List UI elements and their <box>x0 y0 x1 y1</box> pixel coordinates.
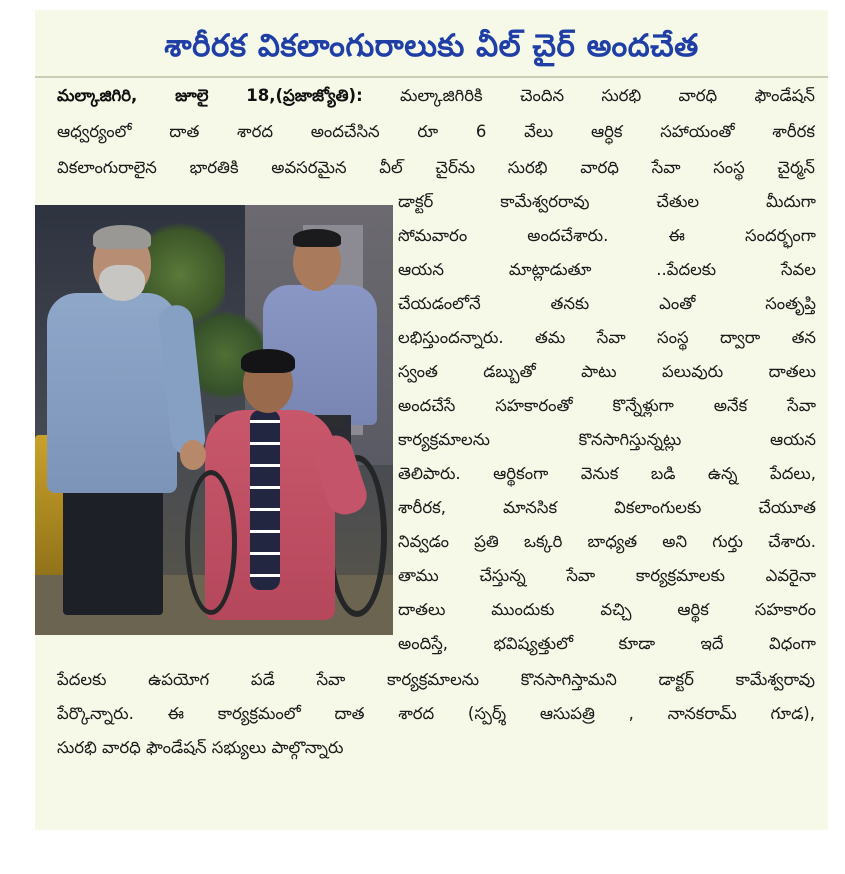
article-line-3: వికలాంగురాలైన భారతికి అవసరమైన వీల్ చైర్‌ను సురభి వారధి సేవా సంస్థ చైర్మన్ <box>57 158 815 177</box>
woman-hair <box>241 349 295 373</box>
article-line-1 <box>57 82 815 110</box>
standing-man-hair <box>293 229 341 247</box>
bearded-man-pants <box>63 485 163 615</box>
article-line-20: సురభి వారధి ఫౌండేషన్ సభ్యులు పాల్గొన్నారు <box>57 738 344 757</box>
article-line-11: కార్యక్రమాలను కొనసాగిస్తున్నట్లు ఆయన <box>398 430 816 449</box>
newspaper-clipping <box>35 10 828 830</box>
bearded-man-hand <box>180 440 206 470</box>
article-line-9: స్వంత డబ్బుతో పాటు పలువురు దాతలు <box>398 362 816 381</box>
article-line-8: లభిస్తుందన్నారు. తమ సేవా సంస్థ ద్వారా తన <box>398 328 816 347</box>
article-text: మల్కాజిగిరికి చెందిన సురభి వారధి ఫౌండేషన్ <box>400 86 815 105</box>
bearded-man-hair <box>93 225 151 249</box>
article-line-18: పేదలకు ఉపయోగ పడే సేవా కార్యక్రమాలను కొనసాగిస్తామని డాక్టర్ కామేశ్వరావు <box>57 670 815 689</box>
article-line-15: తాము చేస్తున్న సేవా కార్యక్రమాలకు ఎవరైనా <box>398 566 816 585</box>
dateline: మల్కాజిగిరి, జూలై 18,(ప్రజాజ్యోతి): <box>57 86 363 105</box>
article-line-12: తెలిపారు. ఆర్థికంగా వెనుక బడి ఉన్న పేదలు, <box>398 464 816 483</box>
article-line-5: సోమవారం అందచేశారు. ఈ సందర్భంగా <box>398 226 816 245</box>
bearded-man-shirt <box>47 293 177 493</box>
headline-rule <box>35 76 828 78</box>
wheelchair-wheel <box>185 470 237 615</box>
article-line-7: చేయడంలోనే తనకు ఎంతో సంతృప్తి <box>398 294 816 313</box>
article-line-6: ఆయన మాట్లాడుతూ ..పేదలకు సేవల <box>398 260 816 279</box>
article-line-17: అందిస్తే, భవిష్యత్తులో కూడా ఇదే విధంగా <box>398 634 816 653</box>
headline: శారీరక వికలాంగురాలుకు వీల్ చైర్ అందచేత <box>164 28 699 64</box>
article-line-16: దాతలు ముందుకు వచ్చి ఆర్థిక సహకారం <box>398 600 816 619</box>
article-line-13: శారీరక, మానసిక వికలాంగులకు చేయూత <box>398 498 816 517</box>
article-line-10: అందచేసే సహకారంతో కొన్నేళ్లుగా అనేక సేవా <box>398 396 816 415</box>
bearded-man-beard <box>99 265 145 301</box>
article-line-19: పేర్కొన్నారు. ఈ కార్యక్రమంలో దాత శారద (స్పర్శ్ ఆసుపత్రి , నానకరామ్ గూడ), <box>57 704 815 723</box>
article-line-4: డాక్టర్ కామేశ్వరరావు చేతుల మీదుగా <box>398 192 816 211</box>
article-line-14: నివ్వడం ప్రతి ఒక్కరి బాధ్యత అని గుర్తు చేశారు. <box>398 532 816 551</box>
woman-scarf <box>250 410 280 590</box>
news-photo <box>35 205 393 635</box>
article-line-2: ఆధ్వర్యంలో దాత శారద అందచేసిన రూ 6 వేలు ఆర్ధిక సహాయంతో శారీరక <box>57 122 815 141</box>
